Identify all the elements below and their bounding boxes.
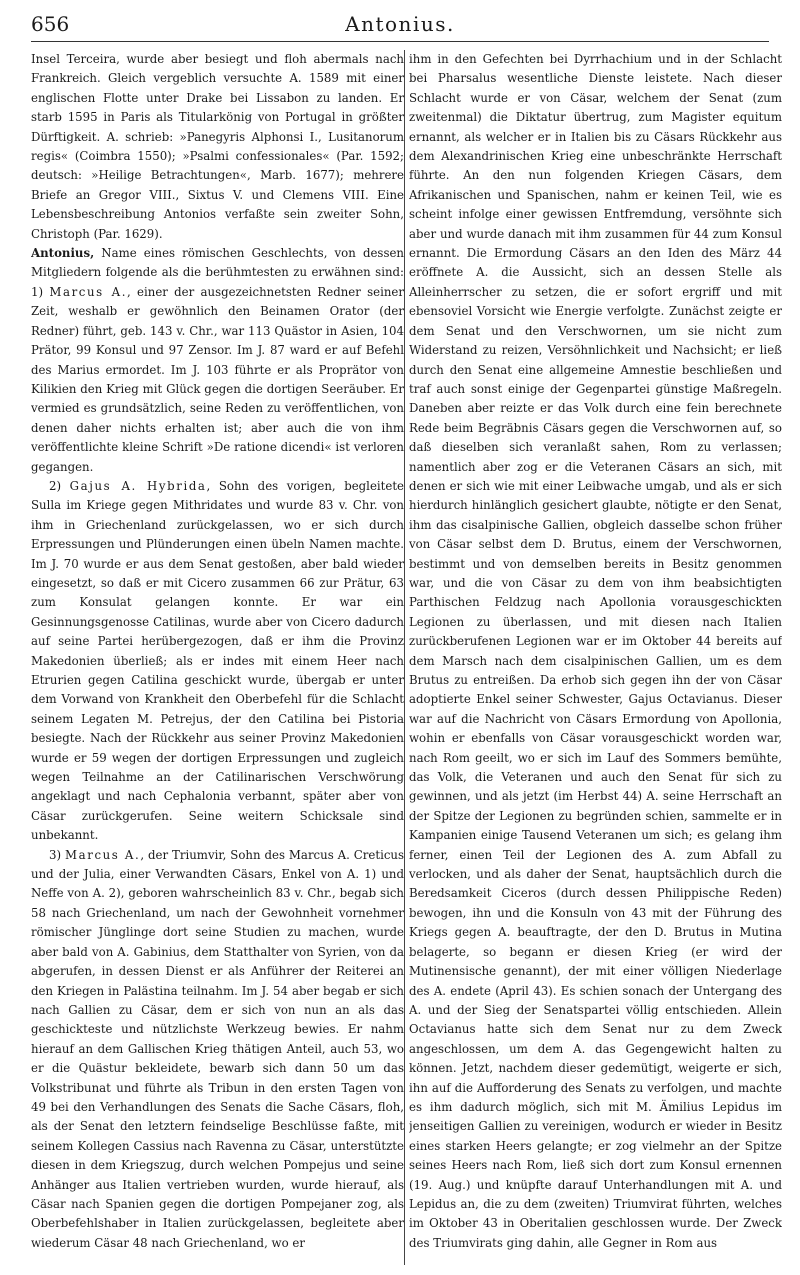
entry-gajus-hybrida	[31, 477, 404, 846]
person-name-gajus-hybrida: Gajus A. Hybrida	[69, 478, 207, 493]
person-name-marcus-triumvir: Marcus A.	[64, 847, 141, 862]
entry-text: , einer der ausgezeichnetsten Redner seiner Zeit, weshalb er gewöhnlich den Beinamen Orator (der Redner) führt, geb. 143 v. Chr., war 113 Quästor in Asien, 104 Prätor, 99 Konsul und 97 Zensor. Im J. 87 ward er auf Befehl des Marius ermordet. Im J. 103 führte er als Proprätor von Kilikien den Krieg mit Glück gegen die dortigen Seeräuber. Er vermied es grundsätzlich, seine Reden zu veröffentlichen, von denen daher nichts erhalten ist; aber auch die von ihm veröffentlichte kleine Schrift »De ratione dicendi« ist verloren gegangen.	[31, 284, 404, 474]
person-name-marcus-orator: Marcus A.	[49, 284, 128, 299]
entry-number: 3)	[49, 847, 65, 862]
page-number: 656	[31, 12, 70, 36]
entry-antonio-continuation: Insel Terceira, wurde aber besiegt und floh abermals nach Frankreich. Gleich vergeblich versuchte A. 1589 mit einer englischen Flotte unter Drake bei Lissabon zu landen. Er starb 1595 in Paris als Titularkönig von Portugal in größter Dürftigkeit. A. schrieb: »Panegyris Alphonsi I., Lusitanorum regis« (Coimbra 1550); »Psalmi confessionales« (Par. 1592; deutsch: »Heilige Betrachtungen«, Marb. 1677); mehrere Briefe an Gregor VIII., Sixtus V. und Clemens VIII. Eine Lebensbeschreibung Antonios verfaßte sein zweiter Sohn, Christoph (Par. 1629).	[31, 52, 404, 241]
entry-marcus-triumvir-continuation: ihm in den Gefechten bei Dyrrhachium und in der Schlacht bei Pharsalus wesentliche Dienste leistete. Nach dieser Schlacht wurde er von Cäsar, welchem der Senat (zum zweitenmal) die Diktatur übertrug, zum Magister equitum ernannt, als welcher er in Italien bis zu Cäsars Rückkehr aus dem Alexandrinischen Krieg eine unbeschränkte Herrschaft führte. An den nun folgenden Kriegen Cäsars, dem Afrikanischen und Spanischen, nahm er keinen Teil, wie es scheint infolge einer gewissen Entfremdung, versöhnte sich aber und wurde danach mit ihm zusammen für 44 zum Konsul ernannt. Die Ermordung Cäsars an den Iden des März 44 eröffnete A. die Aussicht, sich an dessen Stelle als Alleinherrscher zu setzen, die er sofort ergriff und mit ebensoviel Vorsicht wie Energie verfolgte. Zunächst zeigte er dem Senat und den Verschwornen, um sie nicht zum Widerstand zu reizen, Versöhnlichkeit und Nachsicht; er ließ durch den Senat eine allgemeine Amnestie beschließen und traf auch sonst einige der Gegenpartei günstige Maßregeln. Daneben aber reizte er das Volk durch eine fein berechnete Rede beim Begräbnis Cäsars gegen die Verschwornen auf, so daß dieselben sich veranlaßt sahen, Rom zu verlassen; namentlich aber zog er die Veteranen Cäsars an sich, mit denen er sich wie mit einer Leibwache umgab, und als er sich hierdurch hinlänglich gesichert glaubte, nötigte er den Senat, ihm das cisalpinische Gallien, obgleich dasselbe schon früher von Cäsar selbst dem D. Brutus, einem der Verschwornen, bestimmt und von demselben bereits in Besitz genommen war, und die von Cäsar zu dem von ihm beabsichtigten Parthischen Feldzug nach Apollonia vorausgeschickten Legionen zu überlassen, und mit diesen nach Italien zurückberufenen Legionen war er im Oktober 44 bereits auf dem Marsch nach dem cisalpinischen Gallien, um es dem Brutus zu entreißen. Da erhob sich gegen ihn der von Cäsar adoptierte Enkel seiner Schwester, Gajus Octavianus. Dieser war auf die Nachricht von Cäsars Ermordung von Apollonia, wohin er ebenfalls von Cäsar vorausgeschickt worden war, nach Rom geeilt, wo er sich im Lauf des Sommers bemühte, das Volk, die Veteranen und auch den Senat für sich zu gewinnen, und als jetzt (im Herbst 44) A. seine Herrschaft an der Spitze der Legionen zu begründen schien, sammelte er in Kampanien einige Tausend Veteranen um sich; es gelang ihm ferner, einen Teil der Legionen des A. zum Abfall zu verlocken, und als daher der Senat, hauptsächlich durch die Beredsamkeit Ciceros (durch dessen Philippische Reden) bewogen, ihn und die Konsuln von 43 mit der Führung des Kriegs gegen A. beauftragte, der den D. Brutus in Mutina belagerte, so begann er diesen Krieg (er wird der Mutinensische genannt), der mit einer völligen Niederlage des A. endete (April 43). Es schien sonach der Untergang des A. und der Sieg der Senatspartei völlig entschieden. Allein Octavianus hatte sich dem Senat nur zu dem Zweck angeschlossen, um dem A. das Gegengewicht halten zu können. Jetzt, nachdem dieser gedemütigt, weigerte er sich, ihn auf die Aufforderung des Senats zu verfolgen, und machte es ihm dadurch möglich, sich mit M. Ämilius Lepidus im jenseitigen Gallien zu vereinigen, wodurch er wieder in Besitz eines starken Heers gelangte; er zog vielmehr an der Spitze seines Heers nach Rom, ließ sich dort zum Konsul ernennen (19. Aug.) und knüpfte darauf Unterhandlungen mit A. und Lepidus an, die zu dem (zweiten) Triumvirat führten, welches im Oktober 43 in Oberitalien geschlossen wurde. Der Zweck des Triumvirats ging dahin, alle Gegner in Rom aus	[409, 52, 782, 1250]
entry-marcus-triumvir	[31, 846, 404, 1254]
header-rule	[31, 41, 769, 42]
page-header	[0, 10, 800, 44]
left-column	[31, 50, 404, 1265]
entry-antonius	[31, 244, 404, 477]
entry-lead-text: Name eines römischen Geschlechts, von dessen Mitgliedern folgende als die berühmtesten zu erwähnen sind: 1)	[31, 246, 404, 299]
entry-text: , der Triumvir, Sohn des Marcus A. Creticus und der Julia, einer Verwandten Cäsars, Enkel von A. 1) und Neffe von A. 2), geboren wahrscheinlich 83 v. Chr., begab sich 58 nach Griechenland, um nach der Gewohnheit vornehmer römischer Jünglinge dort seine Studien zu machen, wurde aber bald von A. Gabinius, dem Statthalter von Syrien, von da abgerufen, in dessen Dienst er als Anführer der Reiterei an den Kriegen in Palästina teilnahm. Im J. 54 aber begab er sich nach Gallien zu Cäsar, dem er sich von nun an als das geschickteste und nützlichste Werkzeug bewies. Er nahm hierauf an dem Gallischen Krieg thätigen Anteil, auch 53, wo er die Quästur bekleidete, bewarb sich dann 50 um das Volkstribunat und führte als Tribun in den ersten Tagen von 49 bei den Verhandlungen des Senats die Sache Cäsars, floh, als der Senat den letztern feindselige Beschlüsse faßte, mit seinem Kollegen Cassius nach Ravenna zu Cäsar, unterstützte diesen in dem Kriegszug, durch welchen Pompejus und seine Anhänger aus Italien vertrieben wurden, wurde hierauf, als Cäsar nach Spanien gegen die dortigen Pompejaner zog, als Oberbefehlshaber in Italien zurückgelassen, begleitete aber wiederum Cäsar 48 nach Griechenland, wo er	[31, 847, 404, 1250]
column-divider	[404, 50, 405, 1265]
right-column	[409, 50, 782, 1265]
entry-number: 2)	[49, 478, 70, 493]
running-title: Antonius.	[345, 12, 455, 36]
entry-text: , Sohn des vorigen, begleitete Sulla im Kriege gegen Mithridates und wurde 83 v. Chr. von ihm in Griechenland zurückgelassen, wo er sich durch Erpressungen und Plünderungen einen übeln Namen machte. Im J. 70 wurde er aus dem Senat gestoßen, aber bald wieder eingesetzt, so daß er mit Cicero zusammen 66 zur Prätur, 63 zum Konsulat gelangen konnte. Er war ein Gesinnungsgenosse Catilinas, wurde aber von Cicero dadurch auf seine Partei herübergezogen, daß er ihm die Provinz Makedonien überließ; als er indes mit einem Heer nach Etrurien gegen Catilina geschickt wurde, übergab er unter dem Vorwand von Krankheit den Oberbefehl für die Schlacht seinem Legaten M. Petrejus, der den Catilina bei Pistoria besiegte. Nach der Rückkehr aus seiner Provinz Makedonien wurde er 59 wegen der dortigen Erpressungen und zugleich wegen Teilnahme an der Catilinarischen Verschwörung angeklagt und nach Cephalonia verbannt, später aber von Cäsar zurückgerufen. Seine weitern Schicksale sind unbekannt.	[31, 478, 404, 843]
headword: Antonius,	[31, 246, 95, 261]
